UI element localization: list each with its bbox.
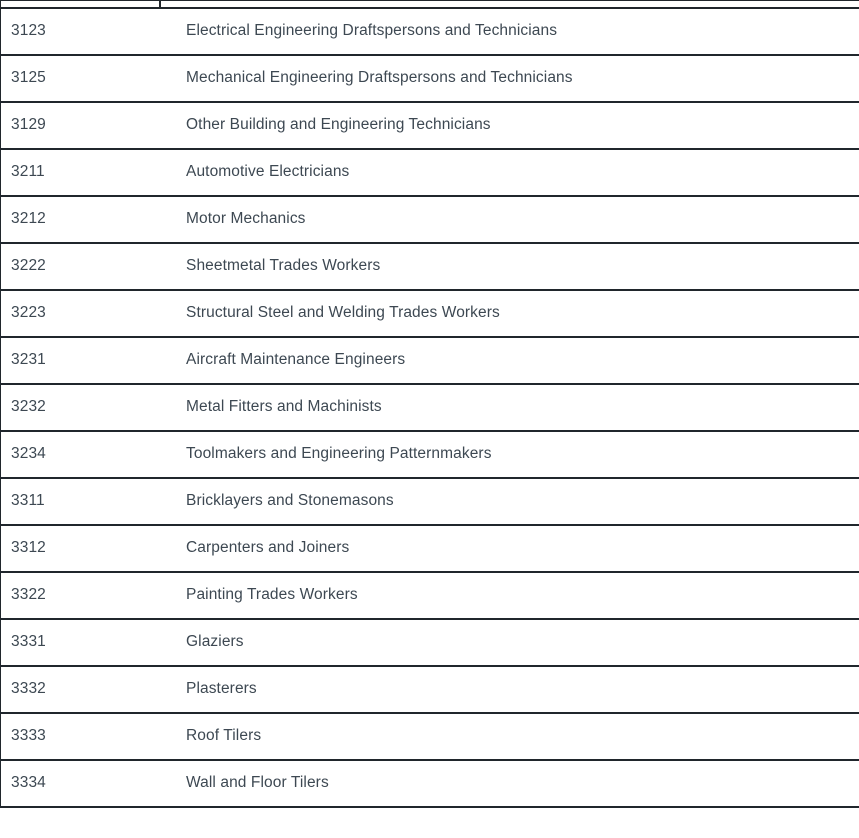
table-row: [1, 761, 859, 808]
occupation-code: 3334: [11, 773, 46, 791]
table-row: [1, 197, 859, 244]
occupation-title: Sheetmetal Trades Workers: [186, 256, 381, 274]
occupation-title: Roof Tilers: [186, 726, 262, 744]
occupation-title: Wall and Floor Tilers: [186, 773, 329, 791]
table-row: [1, 479, 859, 526]
occupation-code: 3123: [11, 21, 46, 39]
occupation-title: Painting Trades Workers: [186, 585, 358, 603]
column-divider: [159, 1, 161, 7]
occupation-code: 3333: [11, 726, 46, 744]
table-body: [1, 9, 859, 808]
occupation-code: 3322: [11, 585, 46, 603]
occupation-title: Plasterers: [186, 679, 257, 697]
occupation-title: Electrical Engineering Draftspersons and Technicians: [186, 21, 558, 39]
table-row: [1, 620, 859, 667]
occupation-code: 3222: [11, 256, 46, 274]
table-row: [1, 9, 859, 56]
occupation-title: Carpenters and Joiners: [186, 538, 350, 556]
occupation-title: Mechanical Engineering Draftspersons and Technicians: [186, 68, 573, 86]
table-row: [1, 385, 859, 432]
occupation-title: Motor Mechanics: [186, 209, 306, 227]
occupation-title: Structural Steel and Welding Trades Workers: [186, 303, 500, 321]
table-row: [1, 432, 859, 479]
occupation-title: Glaziers: [186, 632, 244, 650]
table-row: [1, 150, 859, 197]
table-row: [1, 667, 859, 714]
occupation-code: 3332: [11, 679, 46, 697]
occupation-title: Aircraft Maintenance Engineers: [186, 350, 406, 368]
occupation-code: 3312: [11, 538, 46, 556]
occupation-code: 3129: [11, 115, 46, 133]
occupation-title: Bricklayers and Stonemasons: [186, 491, 394, 509]
occupation-code: 3223: [11, 303, 46, 321]
table-row: [1, 244, 859, 291]
table-row: [1, 573, 859, 620]
table-row: [1, 714, 859, 761]
occupation-code: 3231: [11, 350, 46, 368]
table-row: [1, 56, 859, 103]
table-row: [1, 526, 859, 573]
occupation-code: 3212: [11, 209, 46, 227]
table-top-partial-row: [1, 1, 859, 9]
table-row: [1, 338, 859, 385]
occupation-title: Metal Fitters and Machinists: [186, 397, 382, 415]
table-row: [1, 291, 859, 338]
occupation-code: 3311: [11, 491, 45, 509]
occupation-title: Toolmakers and Engineering Patternmakers: [186, 444, 492, 462]
occupation-code: 3234: [11, 444, 46, 462]
table-row: [1, 103, 859, 150]
occupation-code: 3125: [11, 68, 46, 86]
occupation-code: 3232: [11, 397, 46, 415]
occupation-title: Other Building and Engineering Technicians: [186, 115, 491, 133]
occupation-code: 3211: [11, 162, 45, 180]
occupation-code: 3331: [11, 632, 46, 650]
occupation-title: Automotive Electricians: [186, 162, 350, 180]
